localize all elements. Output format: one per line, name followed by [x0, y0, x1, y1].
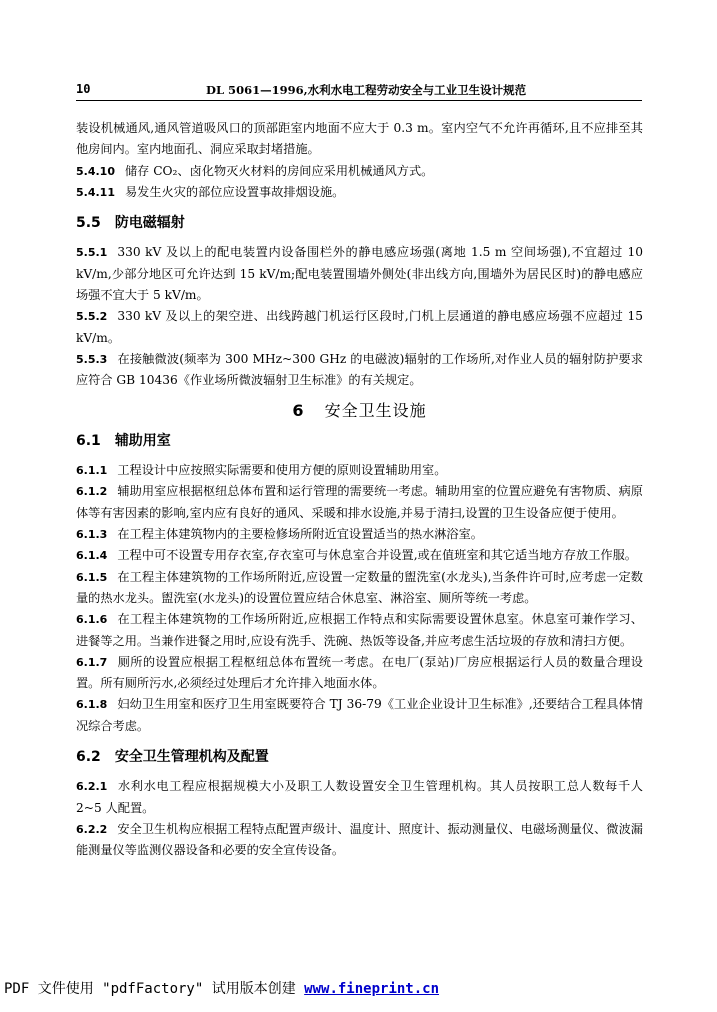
clause-paragraph — [76, 567, 643, 610]
clause-paragraph — [76, 460, 643, 481]
clause-text: 工程中可不设置专用存衣室,存衣室可与休息室合并设置,或在值班室和其它适当地方存放工作服。 — [117, 548, 637, 563]
clause-number: 5.5.3 — [76, 352, 108, 366]
clause-text: 装设机械通风,通风管道吸风口的顶部距室内地面不应大于 0.3 m。室内空气不允许再循环,且不应排至其他房间内。室内地面孔、洞应采取封堵措施。 — [76, 121, 643, 157]
clause-text: 在工程主体建筑物的工作场所附近,应设置一定数量的盥洗室(水龙头),当条件许可时,应考虑一定数量的热水龙头。盥洗室(水龙头)的设置位置应结合休息室、淋浴室、厕所等统一考虑。 — [76, 569, 643, 605]
clause-text: 辅助用室应根据枢纽总体布置和运行管理的需要统一考虑。辅助用室的位置应避免有害物质、病原体等有害因素的影响,室内应有良好的通风、采暖和排水设施,并易于清扫,设置的卫生设备应便于使用。 — [76, 484, 643, 520]
page-header — [76, 80, 642, 101]
clause-paragraph — [76, 524, 643, 545]
section-heading — [76, 213, 643, 234]
clause-number: 6.1.6 — [76, 613, 108, 627]
clause-text: 330 kV 及以上的配电装置内设备围栏外的静电感应场强(离地 1.5 m 空间场强),不宜超过 10 kV/m,少部分地区可允许达到 15 kV/m;配电装置围墙外侧处(非出线方向,围墙外为居民区时)的静电感应场强不宜大于 5 kV/m。 — [76, 245, 643, 303]
chapter-heading — [76, 400, 643, 421]
clause-text: 330 kV 及以上的架空进、出线跨越门机运行区段时,门机上层通道的静电感应场强不应超过 15 kV/m。 — [76, 309, 643, 345]
clause-paragraph — [76, 306, 643, 349]
document-body — [76, 118, 643, 862]
clause-number: 5.5.1 — [76, 246, 108, 260]
clause-paragraph — [76, 481, 643, 524]
clause-paragraph — [76, 694, 643, 737]
clause-paragraph — [76, 819, 643, 862]
clause-text: 妇幼卫生用室和医疗卫生用室既要符合 TJ 36-79《工业企业设计卫生标准》,还要结合工程具体情况综合考虑。 — [76, 697, 643, 733]
clause-text: 辅助用室 — [114, 432, 171, 449]
clause-number: 6.1.1 — [76, 464, 108, 478]
clause-number: 6.2 — [76, 749, 101, 766]
clause-text: 在工程主体建筑物的工作场所附近,应根据工作特点和实际需要设置休息室。休息室可兼作学习、进餐等之用。当兼作进餐之用时,应设有洗手、洗碗、热饭等设备,并应考虑生活垃圾的存放和清扫方便。 — [76, 612, 643, 648]
clause-number: 5.5.2 — [76, 310, 108, 324]
clause-paragraph — [76, 182, 643, 203]
clause-number: 6.2.1 — [76, 780, 108, 794]
clause-text: 安全卫生管理机构及配置 — [114, 749, 269, 766]
clause-paragraph — [76, 776, 643, 819]
footer-link[interactable]: www.fineprint.cn — [304, 981, 440, 997]
clause-text: 易发生火灾的部位应设置事故排烟设施。 — [124, 184, 345, 199]
clause-number: 6 — [292, 400, 305, 420]
clause-number: 6.1.8 — [76, 698, 108, 712]
clause-number: 5.4.10 — [76, 164, 115, 178]
footer-text: PDF 文件使用 "pdfFactory" 试用版本创建 — [4, 981, 305, 997]
clause-number: 6.1.3 — [76, 528, 108, 542]
clause-number: 6.1.2 — [76, 485, 108, 499]
clause-paragraph — [76, 118, 643, 161]
running-title: DL 5061—1996,水利水电工程劳动安全与工业卫生设计规范 — [206, 83, 527, 97]
clause-paragraph — [76, 242, 643, 306]
clause-paragraph — [76, 609, 643, 652]
pdf-footer — [4, 978, 439, 998]
clause-paragraph — [76, 349, 643, 392]
clause-number: 6.1.4 — [76, 549, 108, 563]
clause-text: 厕所的设置应根据工程枢纽总体布置统一考虑。在电厂(泵站)厂房应根据运行人员的数量合理设置。所有厕所污水,必须经过处理后才允许排入地面水体。 — [76, 654, 643, 691]
clause-number: 6.1 — [76, 432, 101, 449]
clause-text: 在接触微波(频率为 300 MHz~300 GHz 的电磁波)辐射的工作场所,对作业人员的辐射防护要求应符合 GB 10436《作业场所微波辐射卫生标准》的有关规定。 — [76, 351, 643, 388]
clause-number: 6.2.2 — [76, 822, 108, 836]
clause-number: 6.1.5 — [76, 570, 108, 584]
section-heading — [76, 747, 643, 768]
clause-text: 水利水电工程应根据规模大小及职工人数设置安全卫生管理机构。其人员按职工总人数每千人 2~5 人配置。 — [76, 779, 643, 815]
clause-text: 储存 CO₂、卤化物灭火材料的房间应采用机械通风方式。 — [124, 163, 434, 178]
clause-text: 在工程主体建筑物内的主要检修场所附近宜设置适当的热水淋浴室。 — [117, 527, 483, 542]
clause-number: 6.1.7 — [76, 655, 108, 669]
section-heading — [76, 431, 643, 452]
clause-paragraph — [76, 161, 643, 182]
clause-number: 5.5 — [76, 215, 101, 232]
clause-number: 5.4.11 — [76, 185, 115, 199]
clause-text: 安全卫生设施 — [324, 400, 427, 420]
page-number: 10 — [76, 82, 91, 96]
clause-paragraph — [76, 545, 643, 566]
clause-text: 安全卫生机构应根据工程特点配置声级计、温度计、照度计、振动测量仪、电磁场测量仪、微波漏能测量仪等监测仪器设备和必要的安全宣传设备。 — [76, 821, 643, 858]
clause-paragraph — [76, 652, 643, 695]
clause-text: 防电磁辐射 — [114, 215, 185, 232]
clause-text: 工程设计中应按照实际需要和使用方便的原则设置辅助用室。 — [117, 463, 447, 478]
